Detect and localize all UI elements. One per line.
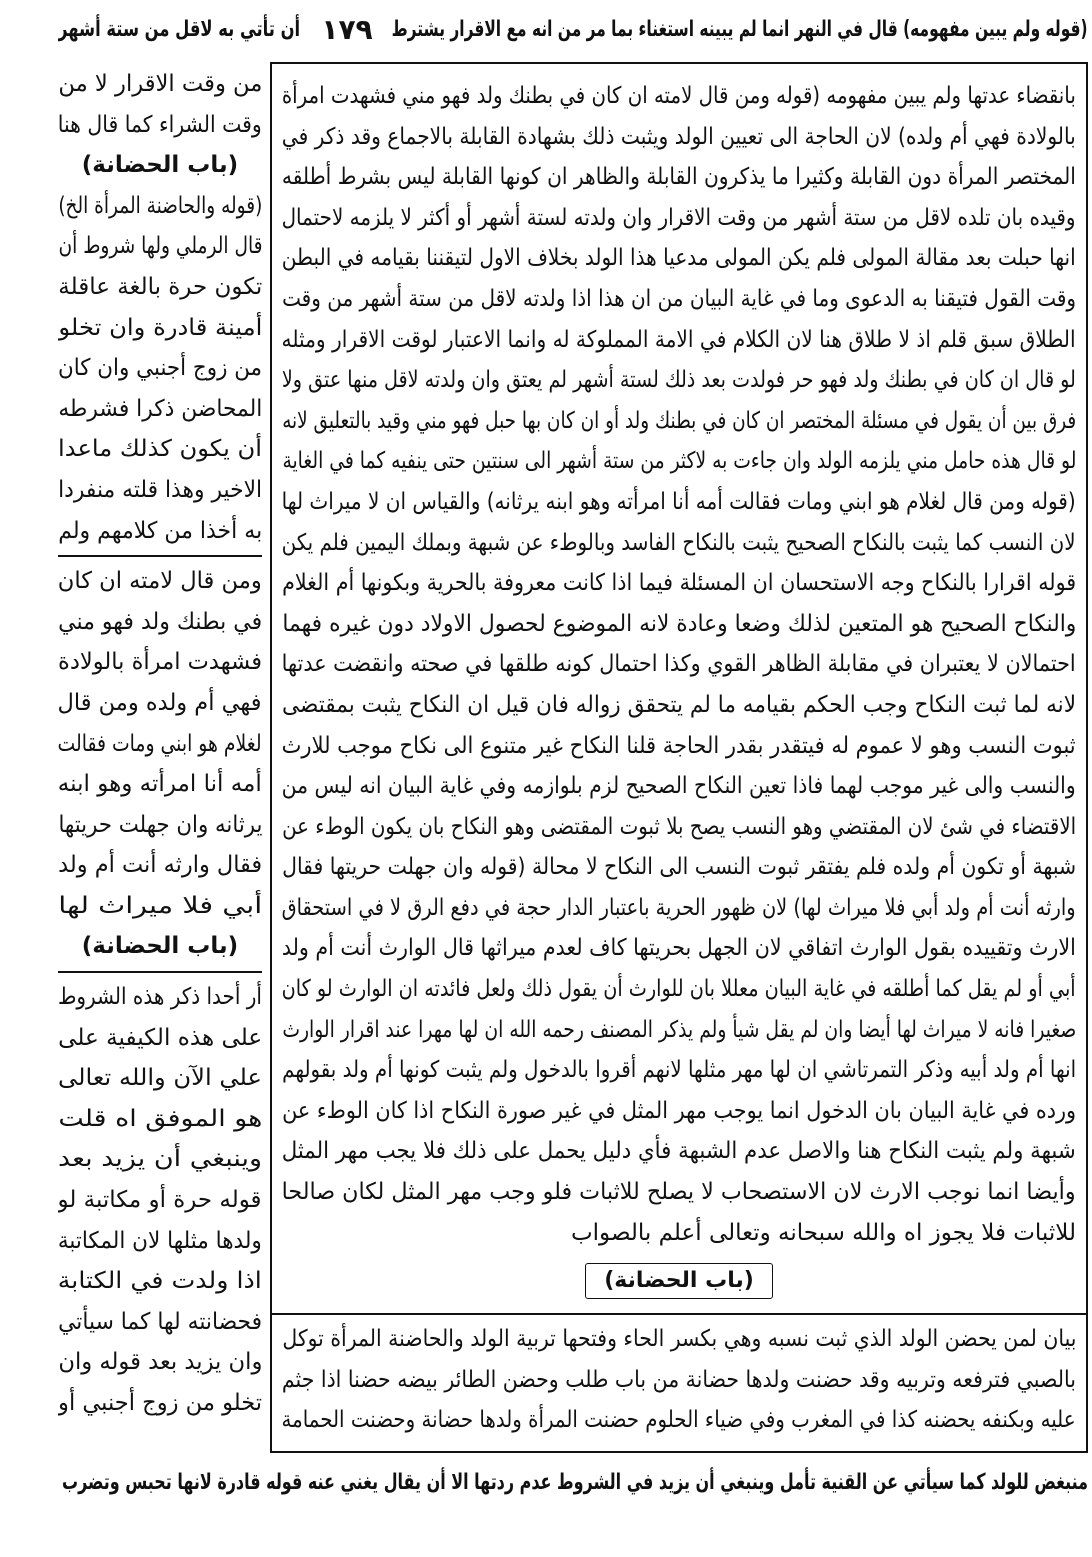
text-line: [58, 186, 262, 227]
margin-note-block: [58, 186, 262, 551]
text-line-content: قوله حرة أو مكاتبة لو: [58, 1187, 262, 1214]
text-line: [282, 928, 1076, 969]
text-line: [58, 348, 262, 389]
text-line-content: ثبوت النسب وهو لا عموم له فيتقدر بقدر الحاجة قلنا النكاح غير متنوع الى نكاح موجب للارث: [282, 732, 1076, 759]
text-line: [58, 308, 262, 349]
page-number: ١٧٩: [321, 13, 373, 46]
text-line: [282, 238, 1076, 279]
text-line-content: ومن قال لامته ان كان: [58, 568, 262, 595]
header-commentary-line: [392, 6, 1088, 54]
margin-continuation: [58, 64, 262, 145]
text-line-content: بيان لمن يحضن الولد الذي ثبت نسبه وهي بكسر الحاء وفتحها تربية الولد والحاضنة المرأة توكل: [282, 1326, 1076, 1353]
text-line: [282, 482, 1076, 523]
header-margin-line: [58, 6, 300, 54]
text-line-content: انها أم ولد أبيه وذكر التمرتاشي ان لها مهر مثلها لانهم أقروا بالدخول ولم يثبت كونها أم ولد بقولهم: [282, 1057, 1076, 1084]
text-line: [58, 805, 262, 846]
text-line-content: أمينة قادرة وان تخلو: [58, 314, 262, 341]
text-line: [282, 1010, 1076, 1051]
text-line: [282, 1213, 1076, 1254]
text-line: [58, 511, 262, 552]
text-line-content: لان النسب كما يثبت بالنكاح الصحيح يثبت بالنكاح الفاسد وبالوطء عن شبهة وبملك اليمين فلم يكن: [282, 529, 1076, 556]
text-line: [282, 320, 1076, 361]
text-line: [282, 441, 1076, 482]
text-line-content: وقيده بان تلده لاقل من ستة أشهر من وقت الاقرار وان ولدته لستة أشهر أو أكثر لا يلزمه لاحتمال: [282, 204, 1076, 231]
chapter-text-block: [282, 1319, 1076, 1441]
text-line: [58, 845, 262, 886]
text-line-content: المختصر المرأة دون القابلة وكثيرا ما يذكرون القابلة والظاهر ان كونها القابلة ليس بشرط أطلقه: [282, 164, 1076, 191]
margin-separator: [58, 971, 262, 973]
margin-matn-heading-text: (باب الحضانة): [81, 933, 239, 960]
margin-note-continued-block: [58, 977, 262, 1424]
chapter-separator: [272, 1313, 1086, 1315]
text-line-content: الطلاق سبق قلم اذ لا طلاق هنا لان الكلام في الامة المملوكة له وانما الاعتبار لوقت الاقرار ومثله: [282, 326, 1076, 353]
text-line-content: والنكاح الصحيح هو المتعين لذلك وضعا وعادة لانه الموضوع لحصول الاولاد دون غيره فهما: [282, 610, 1076, 637]
margin-matn-heading: [58, 926, 262, 967]
text-line: [282, 523, 1076, 564]
text-line: [282, 969, 1076, 1010]
text-line: [58, 1221, 262, 1262]
text-line: [58, 683, 262, 724]
footer-note-text: منبغض للولد كما سيأتي عن القنية تأمل وينبغي أن يزيد في الشروط عدم ردتها الا أن يقال يغني عنه قوله قادرة لانها تحبس وتضرب: [62, 1470, 1088, 1495]
text-line-content: علي الآن والله تعالى: [58, 1065, 262, 1092]
text-line-content: لو قال هذه حامل مني يلزمه الولد وان جاءت به لاكثر من ستة أشهر الى سنتين حتى ينفيه كما في الغاية: [282, 448, 1076, 475]
text-line: [58, 1180, 262, 1221]
text-line: [58, 1058, 262, 1099]
text-line: [58, 1099, 262, 1140]
text-line-content: على هذه الكيفية على: [58, 1024, 262, 1051]
text-line: [58, 429, 262, 470]
text-line-content: قال الرملي ولها شروط أن: [58, 233, 262, 260]
text-line-content: بالصبي فترفعه وتربيه وقد حضنت ولدها حضانة من باب طلب وحضن الطائر بيضه حضنا اذا جثم: [282, 1366, 1076, 1393]
text-line: [282, 1050, 1076, 1091]
footer-note-line: [62, 1462, 1088, 1504]
text-line-content: تخلو من زوج أجنبي أو: [58, 1390, 262, 1416]
text-line: [58, 226, 262, 267]
text-line-content: بانقضاء عدتها ولم يبين مفهومه (قوله ومن قال لامته ان كان في بطنك ولد فهو مني فشهدت امرأة: [282, 83, 1076, 109]
text-line: [282, 1400, 1076, 1441]
text-line: [282, 401, 1076, 442]
text-line-content: الاقتضاء في شئ لان المقتضي وهو النسب يصح بلا ثبوت المقتضى وهو النكاح بان يكون الوطء عن: [282, 813, 1076, 840]
text-line: [58, 267, 262, 308]
text-line-content: شبهة ولم يثبت النكاح هنا والاصل عدم الشبهة فأي دليل يحمل على ذلك فلا يجب مهر المثل: [282, 1138, 1076, 1165]
text-line-content: أبي فلا ميراث لها: [58, 892, 262, 919]
text-line-content: احتمالان لا يعتبران في مقابلة الظاهر القوي وكذا احتمال كونه طلقها في صحته وانقضت عدتها: [282, 651, 1076, 678]
text-line-content: ورده في غاية البيان بان الدخول انما يوجب مهر المثل في غير صورة النكاح اذا كان الوطء عن: [282, 1097, 1076, 1124]
text-line-content: في بطنك ولد فهو مني: [58, 608, 262, 635]
text-line-content: وارثه أنت أم ولد أبي فلا ميراث لها) لان ظهور الحرية باعتبار الدار حجة في دفع الرق لا في استحقاق: [282, 894, 1076, 921]
text-line: [282, 1091, 1076, 1132]
text-line-content: للاثبات فلا يجوز اه والله سبحانه وتعالى أعلم بالصواب: [571, 1219, 1076, 1246]
text-line-content: (قوله والحاضنة المرأة الخ): [58, 192, 262, 219]
text-line: [58, 886, 262, 927]
text-line: [282, 157, 1076, 198]
text-line: [58, 1383, 262, 1424]
text-line: [282, 726, 1076, 767]
text-line-content: المحاضن ذكرا فشرطه: [58, 395, 262, 422]
text-line: [58, 602, 262, 643]
text-line-content: فرق بين أن يقول في مسئلة المختصر ان كان في بطنك ولد أو ان كان بها حبل فهو مني وقيد بالتعليق لانه: [282, 407, 1076, 434]
text-line: [282, 198, 1076, 239]
text-line-content: الاخير وهذا قلته منفردا: [58, 476, 262, 503]
text-line-content: فقال وارثه أنت أم ولد: [58, 852, 262, 879]
text-line: [58, 1139, 262, 1180]
text-line: [282, 847, 1076, 888]
text-line: [58, 977, 262, 1018]
text-line-content: لانه لما ثبت النكاح وجب الحكم بقيامه ما لم يتحقق زواله فان قيل ان النكاح يثبت بمقتضى: [282, 691, 1076, 718]
text-line: [282, 117, 1076, 158]
text-line-content: اذا ولدت في الكتابة: [58, 1268, 262, 1295]
header-margin-text: أن تأتي به لاقل من ستة أشهر: [58, 17, 300, 42]
text-line-content: أن يكون كذلك ماعدا: [58, 436, 262, 463]
text-line-content: أمه أنا امرأته وهو ابنه: [58, 771, 262, 798]
margin-column: [58, 64, 262, 1424]
text-line-content: والنسب والى غير موجب لهما فاذا تعين النكاح الصحيح لزم بلوازمه وفي غاية البيان انه ليس من: [282, 773, 1076, 800]
text-line-content: بالولادة فهي أم ولده) لان الحاجة الى تعيين الولد ويثبت ذلك بشهادة القابلة بالاجماع وقد ذكر في: [282, 123, 1076, 150]
running-header: [58, 6, 1088, 54]
text-line: [282, 1360, 1076, 1401]
text-line-content: لغلام هو ابني ومات فقالت: [58, 730, 262, 757]
margin-chapter-heading: [58, 145, 262, 186]
text-line: [58, 1018, 262, 1059]
text-line-content: فشهدت امرأة بالولادة: [58, 649, 262, 676]
text-line-content: هو الموفق اه قلت: [58, 1105, 262, 1132]
text-line: [58, 561, 262, 602]
text-line: [282, 766, 1076, 807]
text-line-content: قوله اقرارا بالنكاح وجه الاستحسان ان المسئلة فيما اذا كانت معروفة بالحرية وبكونها أم الغلام: [282, 570, 1076, 597]
text-line-content: تكون حرة بالغة عاقلة: [58, 273, 262, 300]
text-line: [282, 1172, 1076, 1213]
text-line-content: صغيرا فانه لا ميراث لها أيضا وان لم يقل شيأ ولم يذكر المصنف رحمه الله ان لها مهرا عند اقرار الوارث: [282, 1016, 1076, 1043]
text-line: [58, 1302, 262, 1343]
text-line-content: (قوله ومن قال لغلام هو ابني ومات فقالت أمه أنا امرأته وهو ابنه يرثانه) والقياس ان لا ميراث لها: [282, 488, 1076, 515]
chapter-heading: (باب الحضانة): [585, 1263, 773, 1299]
text-line-content: وأيضا انما نوجب الارث لان الاستصحاب لا يصلح للاثبات فلو وجب مهر المثل لكان صالحا: [282, 1179, 1076, 1206]
text-line-content: وقت القول فتيقنا به الدعوى وما في غاية البيان من ان هذا اذا ولدته لاقل من ستة أشهر من وقت: [282, 285, 1076, 312]
main-text-block: [282, 76, 1076, 1253]
text-line: [282, 563, 1076, 604]
text-line: [282, 644, 1076, 685]
margin-chapter-heading-text: (باب الحضانة): [81, 152, 239, 179]
text-line-content: ولدها مثلها لان المكاتبة: [58, 1227, 262, 1254]
text-line-content: فحضانته لها كما سيأتي: [58, 1308, 262, 1335]
text-line-content: شبهة أو تكون أم ولده فلم يفتقر ثبوت النسب الى النكاح لا محالة (قوله وان جهلت حريتها فقال: [282, 854, 1076, 881]
text-line: [282, 279, 1076, 320]
text-line: [282, 360, 1076, 401]
text-line-content: انها حبلت بعد مقالة المولى فلم يكن المولى مدعيا هذا الولد بخلاف الاول لتيقننا بقيامه في البطن: [282, 245, 1076, 272]
text-line: [282, 888, 1076, 929]
text-line: [282, 1131, 1076, 1172]
text-line-content: وان يزيد بعد قوله وان: [58, 1349, 262, 1376]
text-line-content: أبي أو لم يقل كما أطلقه في غاية البيان معللا بان للوارث أن يقول ذلك ولعل فائدته ان الوارث لو كان: [282, 976, 1076, 1003]
margin-matn-block: [58, 561, 262, 926]
text-line: [58, 1342, 262, 1383]
text-line: [58, 105, 262, 146]
text-line-content: أر أحدا ذكر هذه الشروط: [58, 984, 262, 1011]
text-line-content: من زوج أجنبي وان كان: [58, 355, 262, 382]
text-line-content: فهي أم ولده ومن قال: [58, 689, 262, 716]
text-line: [282, 76, 1076, 117]
text-line-content: من وقت الاقرار لا من: [58, 71, 262, 97]
header-commentary-text: (قوله ولم يبين مفهومه) قال في النهر انما لم يبينه استغناء بما مر من انه مع الاقرار يشترط: [392, 17, 1088, 42]
text-line: [58, 724, 262, 765]
text-line: [58, 642, 262, 683]
text-line-content: وقت الشراء كما قال هنا: [58, 111, 262, 138]
text-line: [282, 807, 1076, 848]
text-line-content: يرثانه وان جهلت حريتها: [58, 811, 262, 838]
main-text-frame: [270, 62, 1088, 1453]
text-line: [282, 604, 1076, 645]
margin-separator: [58, 555, 262, 557]
text-line-content: به أخذا من كلامهم ولم: [58, 517, 262, 544]
text-line: [58, 1261, 262, 1302]
text-line: [282, 685, 1076, 726]
text-line: [58, 389, 262, 430]
text-line: [58, 64, 262, 105]
chapter-heading-row: [282, 1253, 1076, 1309]
text-line-content: لو قال ان كان في بطنك ولد فهو حر فولدت بعد ذلك لستة أشهر لم يعتق وان ولدته لاقل منها عتق ولا: [282, 367, 1076, 394]
text-line-content: عليه وبكنفه يحضنه كذا في المغرب وفي ضياء الحلوم حضنت المرأة ولدها حضانة وحضنت الحمامة: [282, 1407, 1076, 1434]
text-line: [58, 764, 262, 805]
text-line: [282, 1319, 1076, 1360]
text-line-content: وينبغي أن يزيد بعد: [58, 1146, 262, 1173]
text-line-content: الارث وتقييده بقول الوارث اتفاقي لان الجهل بحريتها كاف لعدم ميراثها قال الوارث أنت أم ولد: [282, 935, 1076, 962]
text-line: [58, 470, 262, 511]
